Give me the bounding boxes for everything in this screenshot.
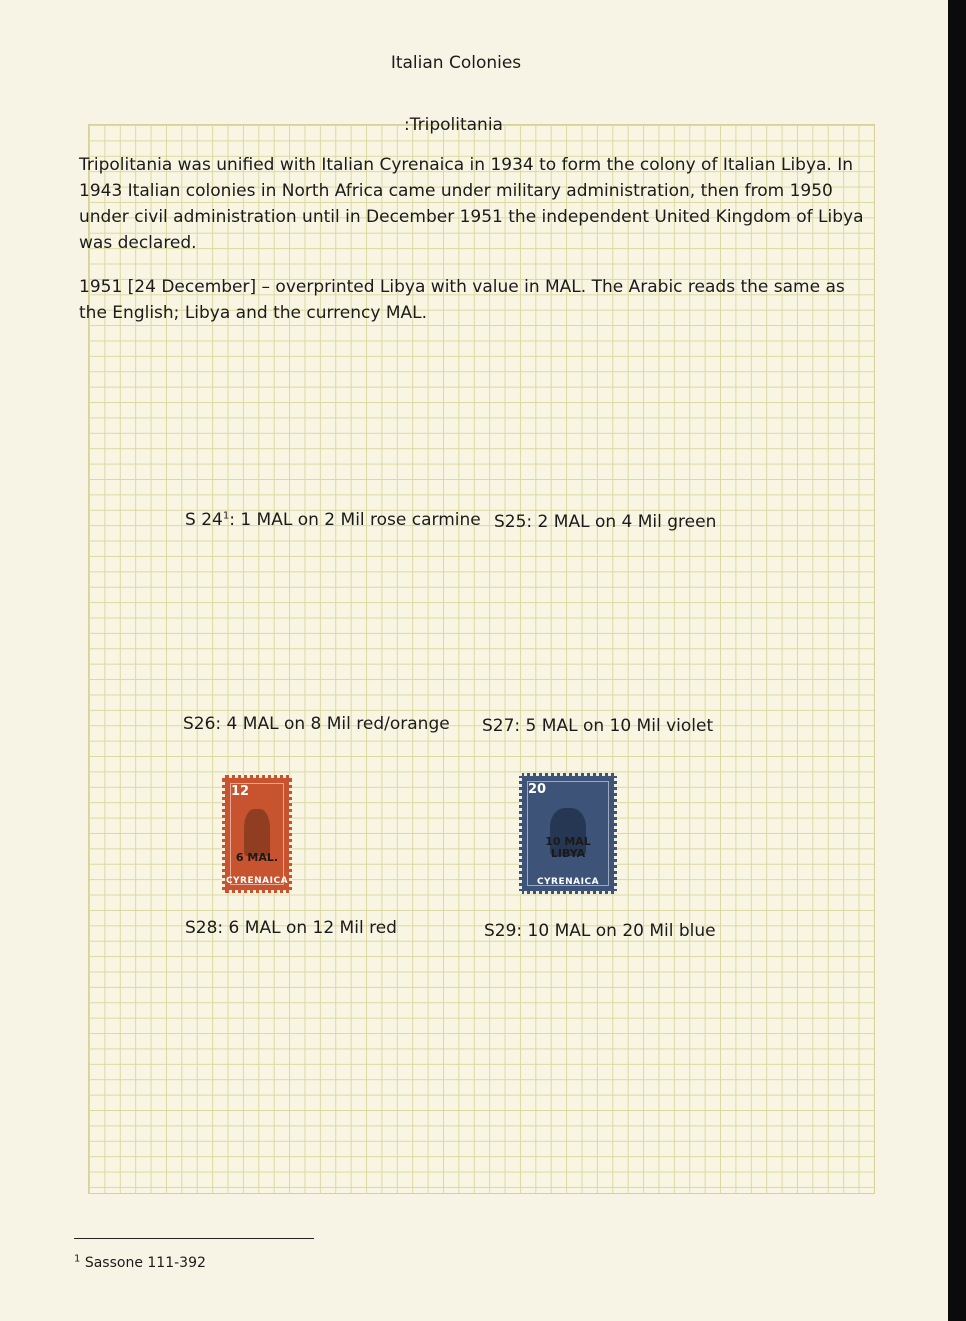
footnote-text: Sassone 111-392 xyxy=(84,1255,206,1271)
page-header: Italian Colonies xyxy=(390,53,522,73)
caption-s24-text: : 1 MAL on 2 Mil rose carmine xyxy=(229,510,481,530)
caption-s24-number: S 24 xyxy=(185,510,223,530)
page-edge xyxy=(948,0,966,1321)
caption-s28: S28: 6 MAL on 12 Mil red xyxy=(185,918,397,938)
page-subtitle: :Tripolitania xyxy=(404,115,503,135)
caption-s25: S25: 2 MAL on 4 Mil green xyxy=(494,512,717,532)
stamp-s28 xyxy=(222,775,292,893)
stamp-overprint-country: LIBYA xyxy=(550,847,586,860)
stamp-overprint: 10 MAL xyxy=(545,835,591,848)
stamp-country: CYRENAICA xyxy=(225,876,289,886)
footnote-mark: 1 xyxy=(74,1253,81,1265)
footnote-ref: 1 xyxy=(222,510,230,522)
caption-s29: S29: 10 MAL on 20 Mil blue xyxy=(484,921,716,941)
issue-paragraph: 1951 [24 December] – overprinted Libya with value in MAL. The Arabic reads the same as the English; Libya and the currency MAL. xyxy=(79,277,845,323)
stamp-s29 xyxy=(519,773,617,894)
stamp-value: 20 xyxy=(528,782,547,797)
stamp-warrior-figure xyxy=(244,809,270,856)
stamp-country: CYRENAICA xyxy=(536,877,600,887)
intro-paragraph: Tripolitania was unified with Italian Cyrenaica in 1934 to form the colony of Italian Libya. In 1943 Italian colonies in North Africa came under military administration, then from 1950 under civil administration until in December 1951 the independent United Kingdom of Libya was declared. xyxy=(79,155,864,253)
caption-s24 xyxy=(185,507,481,533)
stamp-overprint: 6 MAL. xyxy=(235,851,279,864)
footnote-rule xyxy=(74,1238,314,1239)
caption-s27: S27: 5 MAL on 10 Mil violet xyxy=(482,716,714,736)
footnote xyxy=(74,1250,206,1276)
stamp-value: 12 xyxy=(231,784,250,799)
caption-s26: S26: 4 MAL on 8 Mil red/orange xyxy=(183,714,450,734)
